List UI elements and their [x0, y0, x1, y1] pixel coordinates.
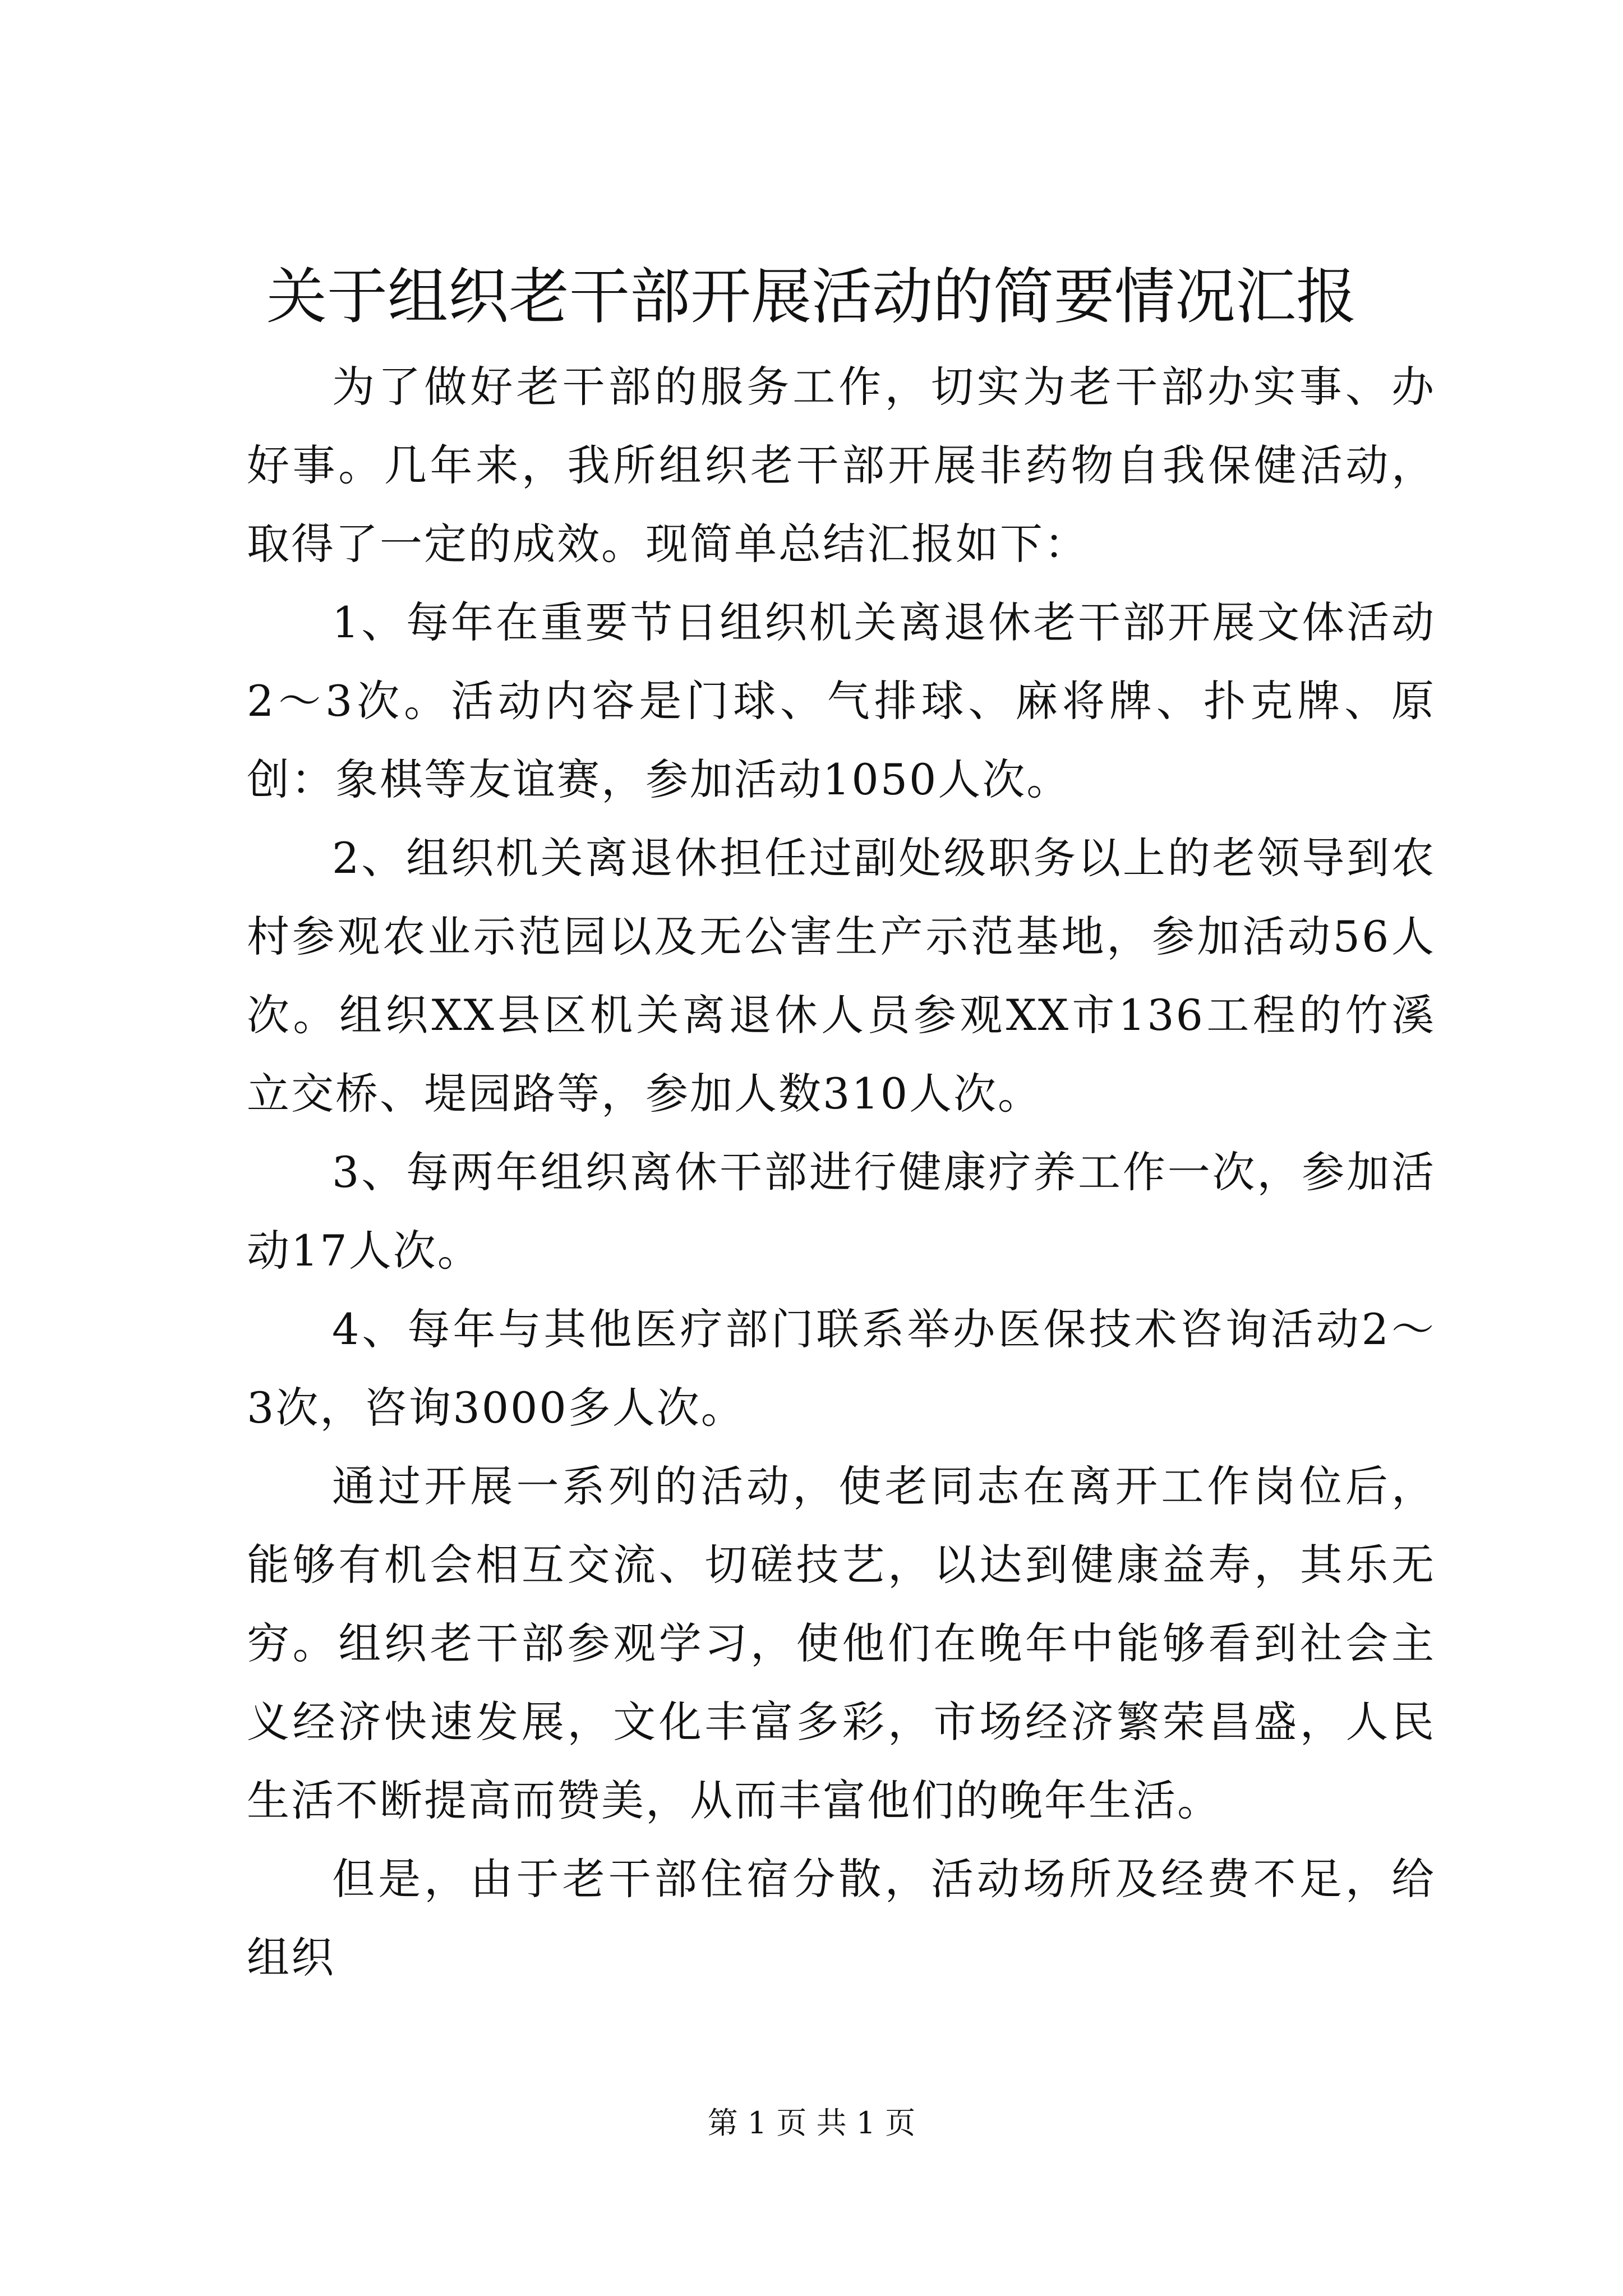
- document-title: 关于组织老干部开展活动的简要情况汇报: [266, 262, 1357, 332]
- paragraph-item-2: 2、组织机关离退休担任过副处级职务以上的老领导到农村参观农业示范园以及无公害生产示范基地，参加活动56人次。组织XX县区机关离退休人员参观XX市136工程的竹溪立交桥、堤园路等，参加人数310人次。: [247, 833, 1436, 1119]
- paragraph-summary: 通过开展一系列的活动，使老同志在离开工作岗位后，能够有机会相互交流、切磋技艺，以达到健康益寿，其乐无穷。组织老干部参观学习，使他们在晚年中能够看到社会主义经济快速发展，文化丰富多彩，市场经济繁荣昌盛，人民生活不断提高而赞美，从而丰富他们的晚年生活。: [247, 1461, 1436, 1825]
- paragraph-item-1: 1、每年在重要节日组织机关离退休老干部开展文体活动2～3次。活动内容是门球、气排球、麻将牌、扑克牌、原创：象棋等友谊赛，参加活动1050人次。: [247, 597, 1436, 804]
- paragraph-issues: 但是，由于老干部住宿分散，活动场所及经费不足，给组织: [247, 1854, 1436, 1982]
- page-number-footer: 第 1 页 共 1 页: [707, 2105, 916, 2141]
- paragraph-item-4: 4、每年与其他医疗部门联系举办医保技术咨询活动2～3次，咨询3000多人次。: [247, 1304, 1436, 1433]
- paragraph-item-3: 3、每两年组织离休干部进行健康疗养工作一次，参加活动17人次。: [247, 1147, 1436, 1276]
- document-body: [247, 348, 1436, 1997]
- paragraph-intro: 为了做好老干部的服务工作，切实为老干部办实事、办好事。几年来，我所组织老干部开展非药物自我保健活动，取得了一定的成效。现简单总结汇报如下：: [247, 362, 1436, 569]
